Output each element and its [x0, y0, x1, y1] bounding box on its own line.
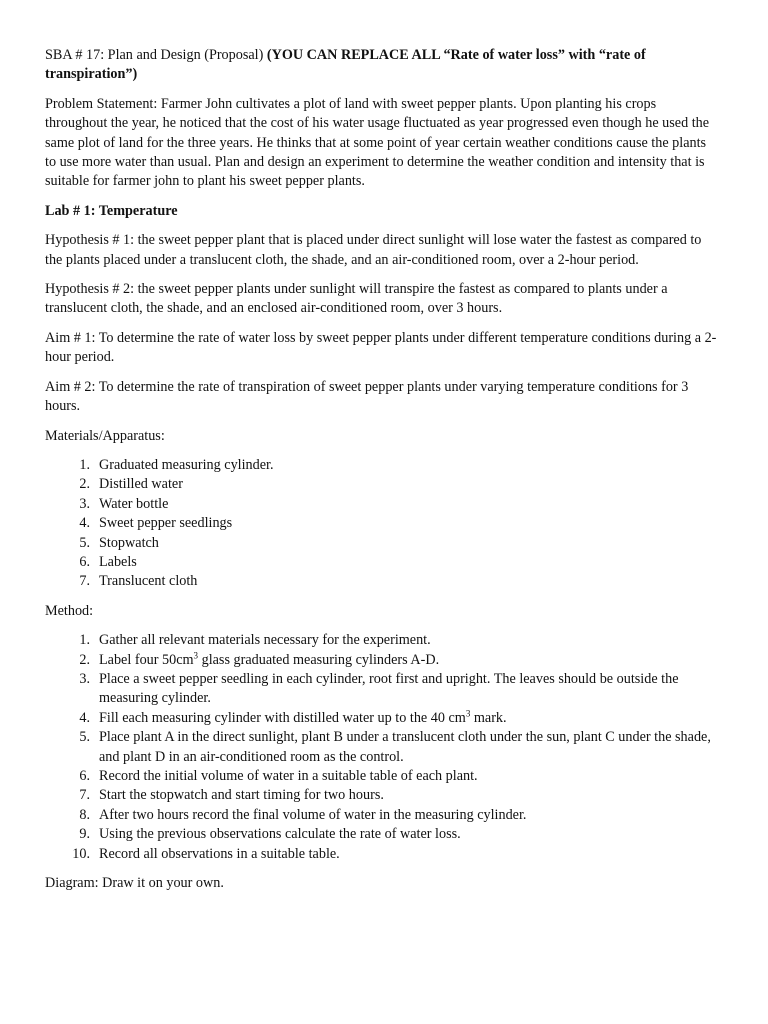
document-title — [45, 46, 720, 85]
list-item: 1 . Gather all relevant materials necessary for the experiment. — [45, 631, 720, 650]
diagram-note: Diagram: Draw it on your own. — [45, 875, 224, 892]
materials-list — [45, 456, 720, 592]
hypothesis-2: Hypothesis # 2: the sweet pepper plants under sunlight will transpire the fastest as compared to plants under a translucent cloth, the shade, and an enclosed air-conditioned room, over 3 hours. — [45, 281, 668, 317]
list-item: 4 . Fill each measuring cylinder with distilled water up to the 40 $cm^3$ mark. — [45, 709, 720, 728]
list-item: 4 . Sweet pepper seedlings — [45, 514, 720, 533]
list-item: 9 . Using the previous observations calculate the rate of water loss. — [45, 825, 720, 844]
list-item: 1 . Graduated measuring cylinder. — [45, 456, 720, 475]
list-item: 10 . Record all observations in a suitable table. — [45, 845, 720, 864]
method-heading: Method: — [45, 602, 94, 619]
method-list — [45, 631, 720, 864]
aim-2: Aim # 2: To determine the rate of transpiration of sweet pepper plants under varying temperature conditions for 3 hours. — [45, 378, 689, 415]
list-item: 6 . Record the initial volume of water in a suitable table of each plant. — [45, 767, 720, 786]
list-item: 2 . Label four $50cm^3$ glass graduated measuring cylinders A-D. — [45, 651, 720, 670]
list-item: 7 . Translucent cloth — [45, 572, 720, 591]
lab-heading: Lab # 1: Temperature — [45, 202, 178, 219]
title-bold-note: (YOU CAN REPLACE ALL “Rate of water loss” with “rate of transpiration”) — [45, 47, 646, 83]
list-item: 3 . Water bottle — [45, 495, 720, 514]
list-item: 6 . Labels — [45, 553, 720, 572]
list-item: 3 . Place a sweet pepper seedling in each cylinder, root first and upright. The leaves should be outside the measuring cylinder. — [45, 670, 720, 709]
title-normal: SBA # 17: Plan and Design (Proposal) — [45, 47, 267, 63]
problem-statement: Problem Statement: Farmer John cultivates a plot of land with sweet pepper plants. Upon planting his crops throughout the year, he noticed that the cost of his water usage fluctuated as year progressed even though he used the same plot of land for the three years. He thinks that at some point of year certain weather conditions cause the plants to use more water than usual. Plan and design an experiment to determine the weather condition and intensity that is suitable for farmer john to plant his sweet pepper plants. — [45, 95, 710, 190]
materials-heading: Materials/Apparatus: — [45, 427, 165, 444]
aim-1: Aim # 1: To determine the rate of water loss by sweet pepper plants under different temperature conditions during a 2-hour period. — [45, 329, 717, 366]
list-item: 2 . Distilled water — [45, 475, 720, 494]
list-item: 7 . Start the stopwatch and start timing for two hours. — [45, 786, 720, 805]
hypothesis-1: Hypothesis # 1: the sweet pepper plant that is placed under direct sunlight will lose water the fastest as compared to the plants placed under a translucent cloth, the shade, and an air-conditioned room, over a 2-hour period. — [45, 232, 702, 268]
list-item: 8 . After two hours record the final volume of water in the measuring cylinder. — [45, 806, 720, 825]
list-item: 5 . Place plant A in the direct sunlight, plant B under a translucent cloth under the sun, plant C under the shade, and plant D in an air-conditioned room as the control. — [45, 728, 720, 767]
list-item: 5 . Stopwatch — [45, 534, 720, 553]
